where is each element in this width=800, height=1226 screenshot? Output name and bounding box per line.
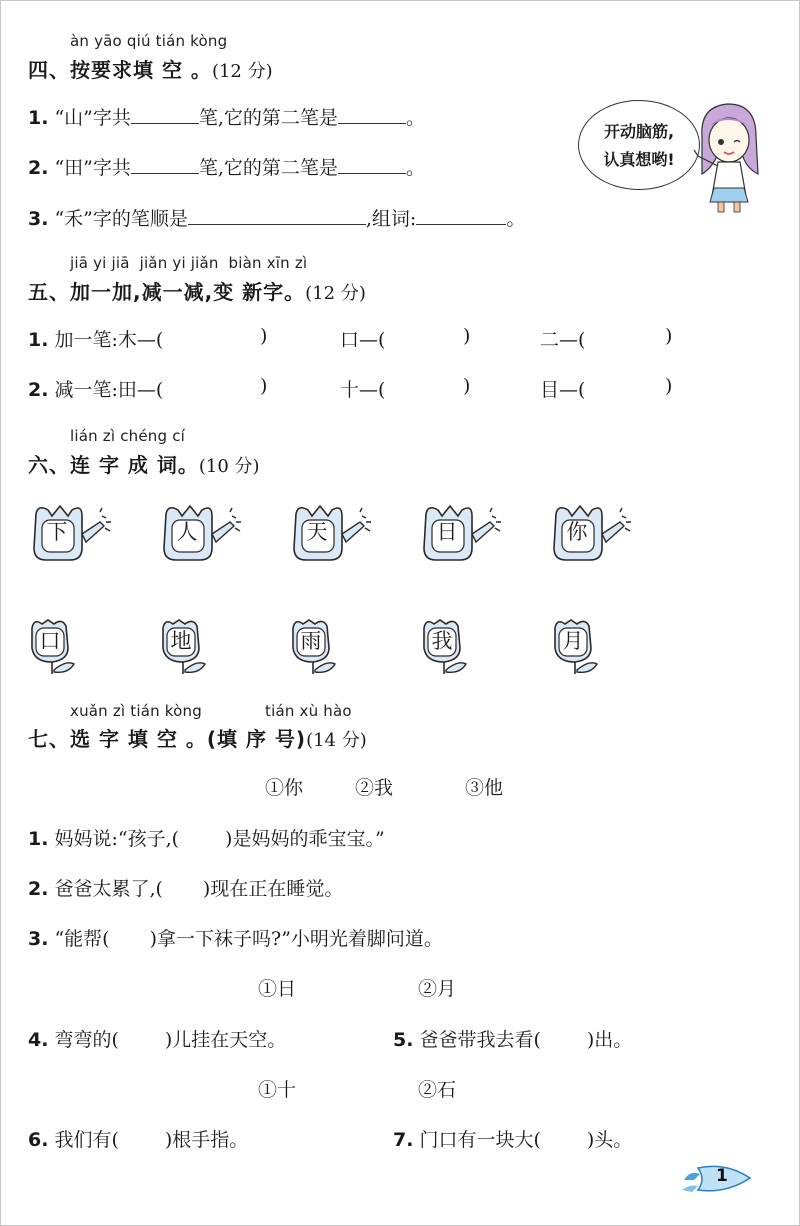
flower-char: 地 — [170, 629, 192, 653]
q-number: 3. — [28, 928, 49, 950]
q-number: 4. — [28, 1029, 49, 1051]
answer-blank[interactable] — [338, 105, 406, 124]
page-number: 1 — [716, 1166, 728, 1186]
watering-can-char: 人 — [176, 520, 198, 544]
bubble-line: 认真想哟! — [603, 150, 675, 169]
q-number: 2. — [28, 878, 49, 900]
answer-blank[interactable] — [131, 155, 199, 174]
section4-title: 四、按要求填 空 。 — [28, 58, 212, 82]
section6-heading — [28, 449, 260, 478]
flower-tile[interactable] — [549, 614, 605, 678]
paren-close[interactable]: ) — [665, 375, 673, 397]
q-text: 笔,它的第二笔是 — [198, 157, 338, 179]
choice-option: ②月 — [418, 978, 457, 1000]
q-text: )出。 — [586, 1029, 633, 1051]
add-item: 木—( — [117, 329, 164, 351]
q-text: 。 — [405, 157, 425, 179]
q-number: 7. — [393, 1129, 414, 1151]
choice-option: ①十 — [258, 1079, 297, 1101]
watering-can-char: 你 — [566, 520, 588, 544]
choice-option: ③他 — [465, 777, 504, 799]
section7-q3 — [28, 924, 443, 951]
answer-blank[interactable] — [131, 105, 199, 124]
q-text: “能帮( — [54, 928, 110, 950]
section6-title: 六、连 字 成 词。 — [28, 453, 199, 477]
answer-blank[interactable] — [416, 206, 506, 225]
watering-can-char: 下 — [46, 520, 68, 544]
watering-can-tile[interactable] — [548, 500, 640, 572]
flower-char: 雨 — [300, 629, 322, 653]
q-text: “田”字共 — [54, 157, 131, 179]
watering-can-char: 日 — [436, 520, 458, 544]
q-text: 我们有( — [54, 1129, 119, 1151]
section7-q2 — [28, 874, 343, 901]
add-item: 二—( — [540, 329, 586, 351]
q-text: 弯弯的( — [54, 1029, 119, 1051]
q-text: 爸爸太累了,( — [54, 878, 163, 900]
section5-score: (12 分) — [305, 283, 366, 304]
q-text: 。 — [405, 107, 425, 129]
q-number: 1. — [28, 107, 49, 129]
q-text: 。 — [506, 208, 526, 230]
choice-option: ①你 — [265, 777, 304, 799]
flower-tile[interactable] — [157, 614, 213, 678]
section7-q1 — [28, 824, 385, 851]
choice-option: ①日 — [258, 978, 297, 1000]
flower-tile[interactable] — [418, 614, 474, 678]
q-text: 门口有一块大( — [419, 1129, 541, 1151]
section7-q7 — [393, 1125, 632, 1152]
choice-option: ②我 — [355, 777, 394, 799]
q-text: 妈妈说:“孩子,( — [54, 828, 180, 850]
q-number: 1. — [28, 828, 49, 850]
section4-q3 — [28, 204, 525, 231]
watering-can-char: 天 — [306, 520, 328, 544]
girl-illustration-icon — [690, 96, 770, 216]
flower-char: 我 — [431, 629, 453, 653]
section5-q1 — [28, 325, 163, 352]
section7-pinyin-1: xuǎn zì tián kòng — [70, 702, 202, 720]
section7-q6 — [28, 1125, 248, 1152]
q-text: )现在正在睡觉。 — [202, 878, 344, 900]
section4-pinyin: àn yāo qiú tián kòng — [70, 32, 228, 50]
add-item: 口—( — [340, 329, 386, 351]
section5-q2 — [28, 375, 163, 402]
section7-q5 — [393, 1025, 632, 1052]
paren-close[interactable]: ) — [463, 375, 471, 397]
section5-pinyin: jiā yi jiā jiǎn yi jiǎn biàn xīn zì — [70, 254, 308, 272]
watering-can-tile[interactable] — [418, 500, 510, 572]
flower-tile[interactable] — [287, 614, 343, 678]
q-text: “山”字共 — [54, 107, 131, 129]
subtract-item: 十—( — [340, 379, 386, 401]
q-text: ,组词: — [365, 208, 417, 230]
paren-close[interactable]: ) — [260, 325, 268, 347]
q-number: 2. — [28, 379, 49, 401]
section7-score: (14 分) — [306, 730, 367, 751]
q-text: )是妈妈的乖宝宝。” — [225, 828, 385, 850]
answer-blank[interactable] — [338, 155, 406, 174]
q-text: )儿挂在天空。 — [164, 1029, 287, 1051]
section5-title: 五、加一加,减一减,变 新字。 — [28, 280, 306, 304]
q-text: 爸爸带我去看( — [419, 1029, 541, 1051]
answer-blank[interactable] — [188, 206, 366, 225]
bubble-line: 开动脑筋, — [603, 122, 675, 141]
paren-close[interactable]: ) — [665, 325, 673, 347]
q-text: )头。 — [586, 1129, 633, 1151]
choice-option: ②石 — [418, 1079, 457, 1101]
watering-can-tile[interactable] — [28, 500, 120, 572]
q-number: 2. — [28, 157, 49, 179]
q-label: 加一笔: — [54, 329, 118, 351]
section7-heading — [28, 723, 367, 752]
paren-close[interactable]: ) — [463, 325, 471, 347]
q-number: 6. — [28, 1129, 49, 1151]
flower-tile[interactable] — [26, 614, 82, 678]
paren-close[interactable]: ) — [260, 375, 268, 397]
q-text: )根手指。 — [164, 1129, 249, 1151]
section4-score: (12 分) — [211, 61, 273, 82]
speech-bubble-text — [584, 118, 694, 174]
watering-can-tile[interactable] — [158, 500, 250, 572]
subtract-item: 田—( — [117, 379, 164, 401]
q-text: )拿一下袜子吗?”小明光着脚问道。 — [149, 928, 443, 950]
section5-heading — [28, 276, 366, 305]
watering-can-tile[interactable] — [288, 500, 380, 572]
section7-q4 — [28, 1025, 286, 1052]
section7-pinyin-2: tián xù hào — [265, 702, 352, 720]
q-number: 1. — [28, 329, 49, 351]
section7-title: 七、选 字 填 空 。(填 序 号) — [28, 727, 307, 751]
flower-char: 口 — [39, 629, 61, 653]
section4-heading — [28, 54, 273, 83]
section6-pinyin: lián zì chéng cí — [70, 427, 186, 445]
flower-char: 月 — [562, 629, 584, 653]
section4-q2 — [28, 153, 425, 180]
q-number: 3. — [28, 208, 49, 230]
q-text: “禾”字的笔顺是 — [54, 208, 188, 230]
section4-q1 — [28, 103, 425, 130]
q-text: 笔,它的第二笔是 — [198, 107, 338, 129]
q-number: 5. — [393, 1029, 414, 1051]
q-label: 减一笔: — [54, 379, 118, 401]
section6-score: (10 分) — [198, 456, 260, 477]
subtract-item: 目—( — [540, 379, 586, 401]
